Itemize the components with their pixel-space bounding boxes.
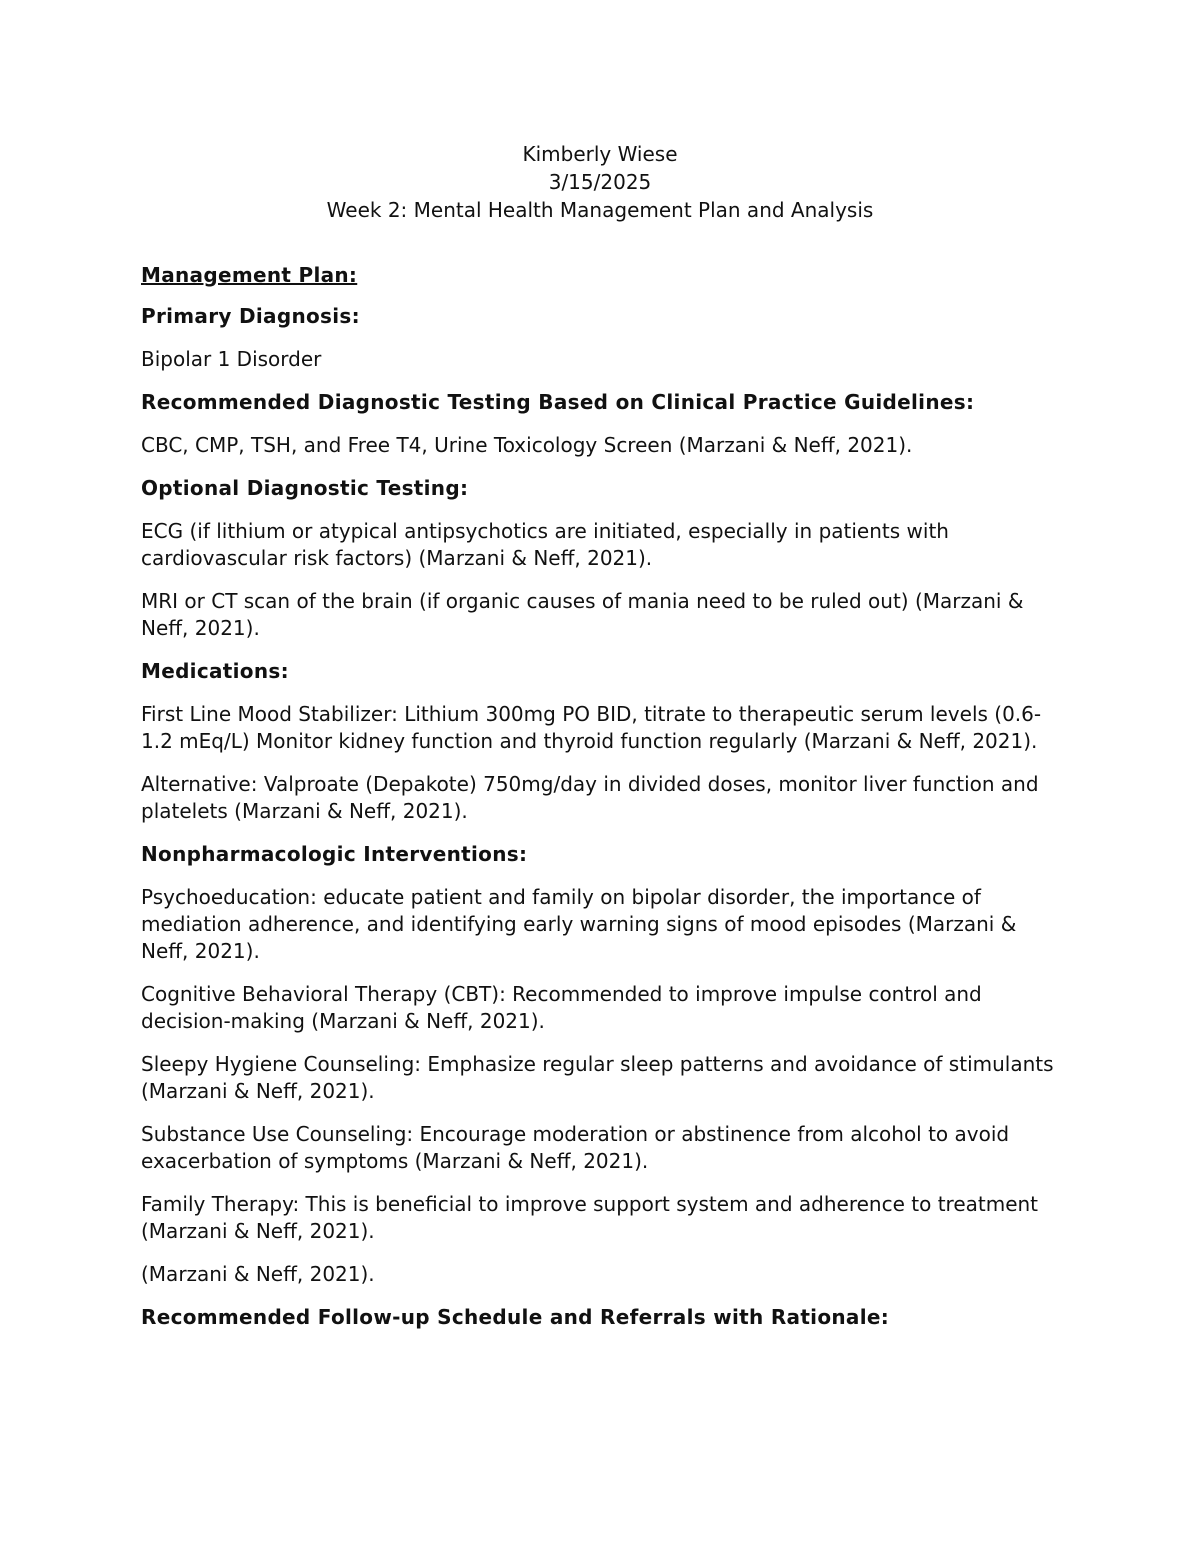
primary-diagnosis-heading: Primary Diagnosis: <box>141 304 360 328</box>
document-body <box>141 262 1061 1347</box>
author-name: Kimberly Wiese <box>522 142 678 166</box>
nonpharm-citation: (Marzani & Neff, 2021). <box>141 1262 375 1286</box>
medication-item: Alternative: Valproate (Depakote) 750mg/day in divided doses, monitor liver function and platelets (Marzani & Neff, 2021). <box>141 772 1039 823</box>
nonpharm-item: Substance Use Counseling: Encourage moderation or abstinence from alcohol to avoid exacerbation of symptoms (Marzani & Neff, 2021). <box>141 1122 1010 1173</box>
medication-item: First Line Mood Stabilizer: Lithium 300mg PO BID, titrate to therapeutic serum levels (0.6-1.2 mEq/L) Monitor kidney function and thyroid function regularly (Marzani & Neff, 2021). <box>141 702 1042 753</box>
optional-testing-item: ECG (if lithium or atypical antipsychotics are initiated, especially in patients with cardiovascular risk factors) (Marzani & Neff, 2021). <box>141 519 949 570</box>
recommended-testing-heading: Recommended Diagnostic Testing Based on Clinical Practice Guidelines: <box>141 390 975 414</box>
management-plan-title: Management Plan: <box>141 263 358 287</box>
medications-heading: Medications: <box>141 659 289 683</box>
optional-testing-item: MRI or CT scan of the brain (if organic causes of mania need to be ruled out) (Marzani & Neff, 2021). <box>141 589 1024 640</box>
recommended-testing-text: CBC, CMP, TSH, and Free T4, Urine Toxicology Screen (Marzani & Neff, 2021). <box>141 433 913 457</box>
nonpharm-item: Sleepy Hygiene Counseling: Emphasize regular sleep patterns and avoidance of stimulants (Marzani & Neff, 2021). <box>141 1052 1054 1103</box>
nonpharm-item: Psychoeducation: educate patient and family on bipolar disorder, the importance of mediation adherence, and identifying early warning signs of mood episodes (Marzani & Neff, 2021). <box>141 885 1017 963</box>
nonpharm-heading: Nonpharmacologic Interventions: <box>141 842 528 866</box>
optional-testing-heading: Optional Diagnostic Testing: <box>141 476 469 500</box>
primary-diagnosis-text: Bipolar 1 Disorder <box>141 347 322 371</box>
nonpharm-item: Family Therapy: This is beneficial to improve support system and adherence to treatment (Marzani & Neff, 2021). <box>141 1192 1039 1243</box>
document-header <box>0 140 1200 224</box>
document-date: 3/15/2025 <box>548 170 652 194</box>
document-title: Week 2: Mental Health Management Plan and Analysis <box>326 198 874 222</box>
nonpharm-item: Cognitive Behavioral Therapy (CBT): Recommended to improve impulse control and decision-making (Marzani & Neff, 2021). <box>141 982 982 1033</box>
followup-heading: Recommended Follow-up Schedule and Referrals with Rationale: <box>141 1305 890 1329</box>
